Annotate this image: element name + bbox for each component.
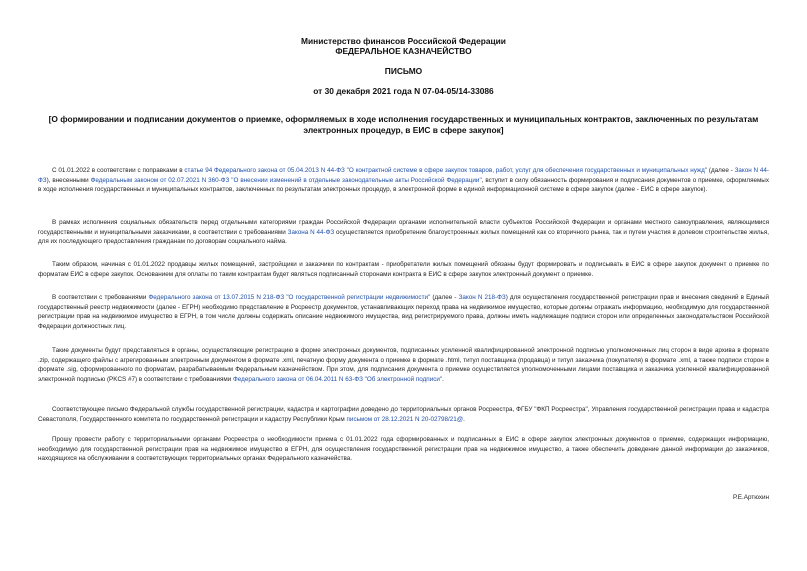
link-law-218fz[interactable]: Закон N 218-ФЗ (458, 294, 506, 301)
paragraph-text: осуществляется приобретение благоустроенных жилых помещений как со вторичного рынка, так и путем участия в долевом строительстве жилья, для их последующего предоставления гражданам по договорам социального найма. (38, 228, 769, 246)
paragraph-2 (38, 218, 769, 247)
paragraph-1 (38, 166, 769, 195)
paragraph-text: (далее - (430, 294, 459, 301)
paragraph-text: . (463, 415, 465, 423)
paragraph-text: (далее - (707, 167, 735, 174)
paragraph-text: , вступит в силу обязанность формирования и подписания документов о приемке, оформляемых в ходе исполнения государственных и муниципальных контрактов, заключенных по результатам электронных процедур, в электронной форме в единой информационной системе в сфере закупок (далее - ЕИС в сфере закупок). (38, 176, 769, 194)
paragraph-7 (38, 435, 769, 464)
paragraph-text: Такие документы будут представляться в органы, осуществляющие регистрацию в форме электронных документов, подписанных усиленной квалифицированной электронной подписью уполномоченных лиц сторон в виде архива в формате .zip, содержащего файлы с агрегированным электронным документом в формате .xml, печатную форму документа о приемке в формате .html, титул поставщика (продавца) и титул заказчика (покупателя) в формате .xml, а также подписи сторон в формате .sig, сформированного по форматам, разрабатываемым Федеральным казначейством. При этом, для подписания документа о приемке осуществляется уполномоченными лицами поставщика и заказчика усиленной квалифицированной электронной подписью (PKCS #7) в соответствии с требованиями (38, 347, 769, 383)
document-date-number: от 30 декабря 2021 года N 07-04-05/14-33086 (313, 86, 494, 96)
paragraph-6 (38, 405, 769, 424)
paragraph-text: Таким образом, начиная с 01.01.2022 продавцы жилых помещений, застройщики и заказчики по контрактам - приобретатели жилых помещений обязаны будут формировать и подписывать в ЕИС в сфере закупок документ о приемке по форматам ЕИС в сфере закупок. Основанием для оплаты по таким контрактам будет являться подписанный сторонами контракта в ЕИС в сфере закупок электронный документ о приемке. (38, 261, 769, 278)
paragraph-text: В соответствии с требованиями (52, 294, 149, 301)
link-law-44fz[interactable]: Закон N 44-ФЗ (38, 167, 770, 184)
link-law-63fz-signature[interactable]: Федерального закона от 06.04.2011 N 63-ФЗ "Об электронной подписи" (233, 375, 443, 383)
paragraph-text: В рамках исполнения социальных обязательств перед отдельными категориями граждан Российской Федерации органами исполнительной власти субъектов Российской Федерации и органами местного самоуправления, являющимися государственными и муниципальными заказчиками, в соответствии с требованиями (38, 219, 769, 236)
paragraph-text: Прошу провести работу с территориальными органами Росреестра о необходимости приема с 01.01.2022 года сформированных и подписанных в ЕИС в сфере закупок электронных документов о приемке, содержащих информацию, необходимую для государственной регистрации прав на недвижимое имущество в ЕГРН, для осуществления государственной регистрации прав на недвижимое имущество, а также обеспечить доведение данной информации до заказчиков, находящихся на обслуживании в соответствующих территориальных органах Федерального казначейства. (38, 436, 769, 463)
paragraph-text: ) для осуществления государственной регистрации прав и внесения сведений в Единый государственный реестр недвижимости (далее - ЕГРН) необходимо представление в Росреестр документов, устанавливающих переход права на недвижимое имущество, которые должны отражать информацию, необходимую для государственной регистрации прав на недвижимое имущество в ЕГРН, в том числе должны содержать описание недвижимого имущества, вид регистрируемого права, должны иметь надлежащие подписи сторон или определенных законодательством Российской Федерации должностных лиц. (38, 294, 770, 330)
paragraph-3 (38, 260, 769, 279)
link-article-94-law-44fz[interactable]: статье 94 Федерального закона от 05.04.2013 N 44-ФЗ "О контрактной системе в сфере закупок товаров, работ, услуг для обеспечения государственных и муниципальных нужд" (184, 167, 708, 174)
signature-name: Р.Е.Артюхин (733, 494, 769, 501)
paragraph-text: . (442, 375, 444, 383)
paragraph-text: ), внесенными (46, 176, 91, 184)
document-subject: [О формировании и подписании документов о приемке, оформляемых в ходе исполнения государственных и муниципальных контрактов, заключенных по результатам электронных процедур, в ЕИС в сфере закупок] (48, 114, 759, 135)
paragraph-text: С 01.01.2022 в соответствии с поправками в (52, 167, 185, 174)
paragraph-5 (38, 346, 769, 384)
paragraph-text: Соответствующее письмо Федеральной службы государственной регистрации, кадастра и картографии доведено до территориальных органов Росреестра, ФГБУ "ФКП Росреестра", Управления государственной регистрации права и кадастра Севастополя, Государственного комитета по государственной регистрации и кадастру Республики Крым (38, 406, 769, 423)
ministry-name: Министерство финансов Российской Федерации (301, 36, 506, 46)
link-law-44fz[interactable]: Закона N 44-ФЗ (287, 228, 335, 236)
treasury-name: ФЕДЕРАЛЬНОЕ КАЗНАЧЕЙСТВО (335, 46, 472, 56)
document-type: ПИСЬМО (384, 66, 423, 76)
paragraph-4 (38, 293, 769, 331)
link-law-360fz[interactable]: Федеральным законом от 02.07.2021 N 360-ФЗ "О внесении изменений в отдельные законодательные акты Российской Федерации" (90, 176, 482, 184)
link-letter-20-02798-21[interactable]: письмом от 28.12.2021 N 20-02798/21@ (346, 415, 464, 423)
link-law-218fz-registration[interactable]: Федерального закона от 13.07.2015 N 218-ФЗ "О государственной регистрации недвижимости" (148, 294, 431, 301)
